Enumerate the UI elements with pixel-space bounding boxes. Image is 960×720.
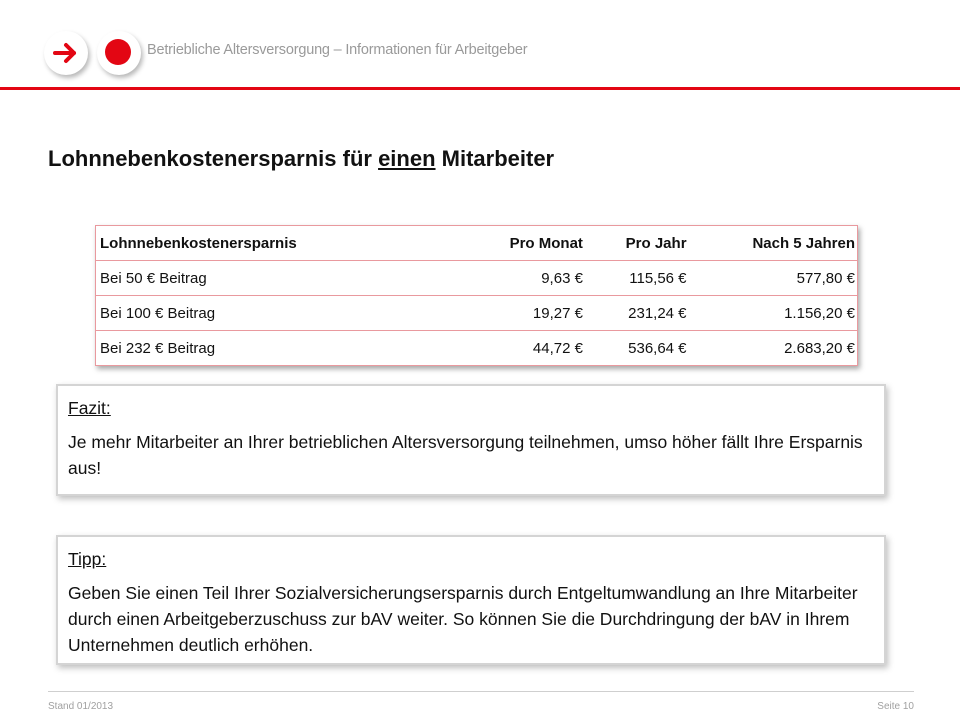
table-cell: 115,56 € [585,261,689,296]
column-header: Nach 5 Jahren [689,226,858,261]
tipp-box [56,535,886,665]
table-row [96,296,858,331]
header-title: Betriebliche Altersversorgung – Informationen für Arbeitgeber [147,42,528,58]
table-cell: Bei 232 € Beitrag [96,331,463,366]
savings-table [95,225,858,366]
page-number: Seite 10 [877,701,914,712]
page-title [48,146,554,172]
table-row [96,261,858,296]
header-divider [0,87,960,90]
table-row [96,331,858,366]
table-cell: Bei 100 € Beitrag [96,296,463,331]
fazit-box [56,384,886,496]
column-header: Pro Jahr [585,226,689,261]
red-dot-icon [97,31,141,75]
page-title-underlined: einen [378,146,436,171]
page-title-before: Lohnnebenkostenersparnis für [48,146,379,171]
fazit-text: Je mehr Mitarbeiter an Ihrer betrieblichen Altersversorgung teilnehmen, umso höher fällt Ihre Ersparnis aus! [68,432,863,478]
table-cell: 536,64 € [585,331,689,366]
table-cell: Bei 50 € Beitrag [96,261,463,296]
table-header-row [96,226,858,261]
table-cell: 1.156,20 € [689,296,858,331]
table-cell: 231,24 € [585,296,689,331]
table-cell: 577,80 € [689,261,858,296]
column-header: Pro Monat [462,226,585,261]
fazit-heading: Fazit: [68,398,111,418]
table-cell: 9,63 € [462,261,585,296]
table-cell: 44,72 € [462,331,585,366]
table-cell: 19,27 € [462,296,585,331]
table-cell: 2.683,20 € [689,331,858,366]
column-header: Lohnnebenkostenersparnis [96,226,463,261]
tipp-heading: Tipp: [68,549,107,569]
footer-date: Stand 01/2013 [48,701,114,712]
tipp-text: Geben Sie einen Teil Ihrer Sozialversicherungsersparnis durch Entgeltumwandlung an Ihre Mitarbeiter durch einen Arbeitgeberzuschuss zur bAV weiter. So können Sie die Durchdringung der bAV in Ihrem Unternehmen deutlich erhöhen. [68,583,858,655]
page-title-after: Mitarbeiter [435,146,555,171]
arrow-right-icon [44,31,88,75]
footer-divider [48,691,914,692]
